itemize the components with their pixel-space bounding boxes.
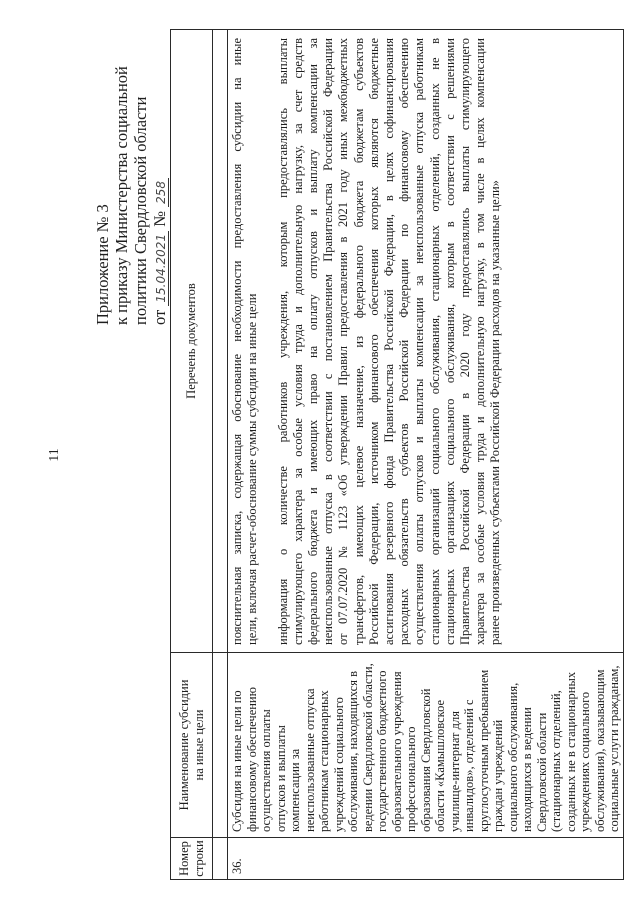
number-prefix: №	[150, 211, 169, 227]
text-line: федерального бюджета и имеющих право на оплату отпусков и выплату компенсации за	[306, 38, 320, 645]
appendix-date-line	[150, 66, 171, 325]
text-line: стационарных организаций социального обслуживания, стационарных отделений, созданных не в	[427, 38, 442, 645]
date-prefix: от	[150, 309, 169, 325]
text-line: обслуживания, находящихся в	[346, 670, 360, 832]
text-line: неиспользованные отпуска	[302, 688, 317, 832]
page-number: 11	[47, 448, 62, 462]
text-line: на иные цели	[191, 709, 206, 781]
text-line: учреждений социального	[331, 697, 346, 832]
text-line: образовательного учреждения	[389, 671, 404, 832]
order-number: 258	[154, 178, 169, 207]
text-line: компенсации за	[288, 748, 302, 832]
text-line: ассигнования резервного фонда Правительства Российской Федерации, в целях софинансирования	[382, 38, 397, 645]
text-line: стимулирующего характера за особые условия труда и дополнительную нагрузку, за счет средств	[290, 38, 305, 645]
text-line: инвалидов», отделений с	[462, 699, 476, 832]
table-row	[228, 30, 624, 880]
row-number: 36.	[228, 838, 624, 880]
text-line: обслуживания), оказывающим	[592, 669, 607, 832]
header-subsidy-name	[171, 653, 213, 838]
text-line: строки	[191, 840, 206, 877]
text-line: училище-интернат для	[447, 711, 462, 832]
documents-table	[170, 29, 624, 880]
order-date: 15.04.2021	[154, 231, 169, 306]
text-line: ранее произведенных субъектами Российской Федерации расходов на указанные цели»	[488, 180, 503, 645]
text-line: созданных не в стационарных	[563, 671, 578, 832]
header-documents-list: Перечень документов	[171, 30, 213, 653]
separator-cell	[213, 30, 228, 653]
text-line: трансфертов, имеющих целевое назначение, из федерального бюджета бюджетам субъектов	[351, 38, 366, 645]
text-line: стационарных организациях социального обслуживания, которым в соответствии с решениями	[442, 38, 457, 645]
text-line: Свердловской области	[534, 712, 549, 832]
documents-list	[228, 30, 624, 653]
table-separator-row	[213, 30, 228, 880]
text-line: граждан учреждений	[491, 719, 505, 832]
text-line: находящихся в ведении	[520, 707, 534, 832]
document-paragraph	[276, 38, 504, 645]
text-line: осуществления оплаты	[259, 709, 273, 832]
subsidy-name	[228, 653, 624, 838]
text-line: области «Камышловское	[433, 699, 447, 832]
text-line: информация о количестве работников учреждения, которым предоставлялись выплаты	[275, 38, 290, 645]
appendix-title: Приложение № 3	[93, 204, 112, 325]
text-line: финансовому обеспечению	[244, 687, 259, 832]
text-line: Наименование субсидии	[176, 679, 191, 811]
text-line: круглосуточным пребыванием	[476, 669, 491, 832]
text-line: социальные услуги гражданам,	[607, 665, 621, 832]
text-line: социального обслуживания,	[505, 682, 520, 832]
appendix-order-line: к приказу Министерства социальной	[112, 66, 131, 325]
text-line: осуществления оплаты отпусков и выплаты компенсации за неиспользованные отпуска работникам	[412, 38, 427, 645]
appendix-ministry-line: политики Свердловской области	[131, 96, 150, 325]
text-line: (стационарных отделений,	[549, 690, 563, 832]
table-header-row	[171, 30, 213, 880]
text-line: учреждениях социального	[578, 691, 592, 832]
text-line: пояснительная записка, содержащая обоснование необходимости предоставления субсидии на иные	[230, 38, 244, 645]
text-line: образования Свердловской	[418, 688, 433, 832]
text-line: неиспользованные отпуска в соответствии с постановлением Правительства Российской Федерации	[321, 38, 336, 645]
separator-cell	[213, 838, 228, 880]
text-line: отпусков и выплаты	[273, 725, 288, 832]
header-row-number	[171, 838, 213, 880]
text-line: характера за особые условия труда и дополнительную нагрузку, в том числе в целях компенсации	[473, 38, 488, 645]
text-line: от 07.07.2020 № 1123 «Об утверждении Правил предоставления в 2021 году иных межбюджетных	[336, 38, 351, 645]
text-line: работникам стационарных	[317, 690, 331, 832]
text-line: цели, включая расчет-обоснование суммы субсидии на иные цели	[245, 293, 260, 645]
text-line: ведении Свердловской области,	[360, 663, 375, 832]
separator-cell	[213, 653, 228, 838]
text-line: Субсидия на иные цели по	[230, 690, 244, 832]
appendix-header	[93, 66, 171, 325]
text-line: расходных обязательств субъектов Российской Федерации по финансовому обеспечению	[397, 38, 412, 645]
text-line: Номер	[176, 841, 191, 876]
text-line: Правительства Российской Федерации в 2020 году предоставлялись выплаты стимулирующего	[458, 38, 473, 645]
document-paragraph	[230, 38, 260, 645]
text-line: государственного бюджетного	[375, 670, 389, 832]
text-line: профессионального	[404, 726, 418, 832]
text-line: Российской Федерации, источником финансового обеспечения которых являются бюджетные	[366, 38, 381, 645]
